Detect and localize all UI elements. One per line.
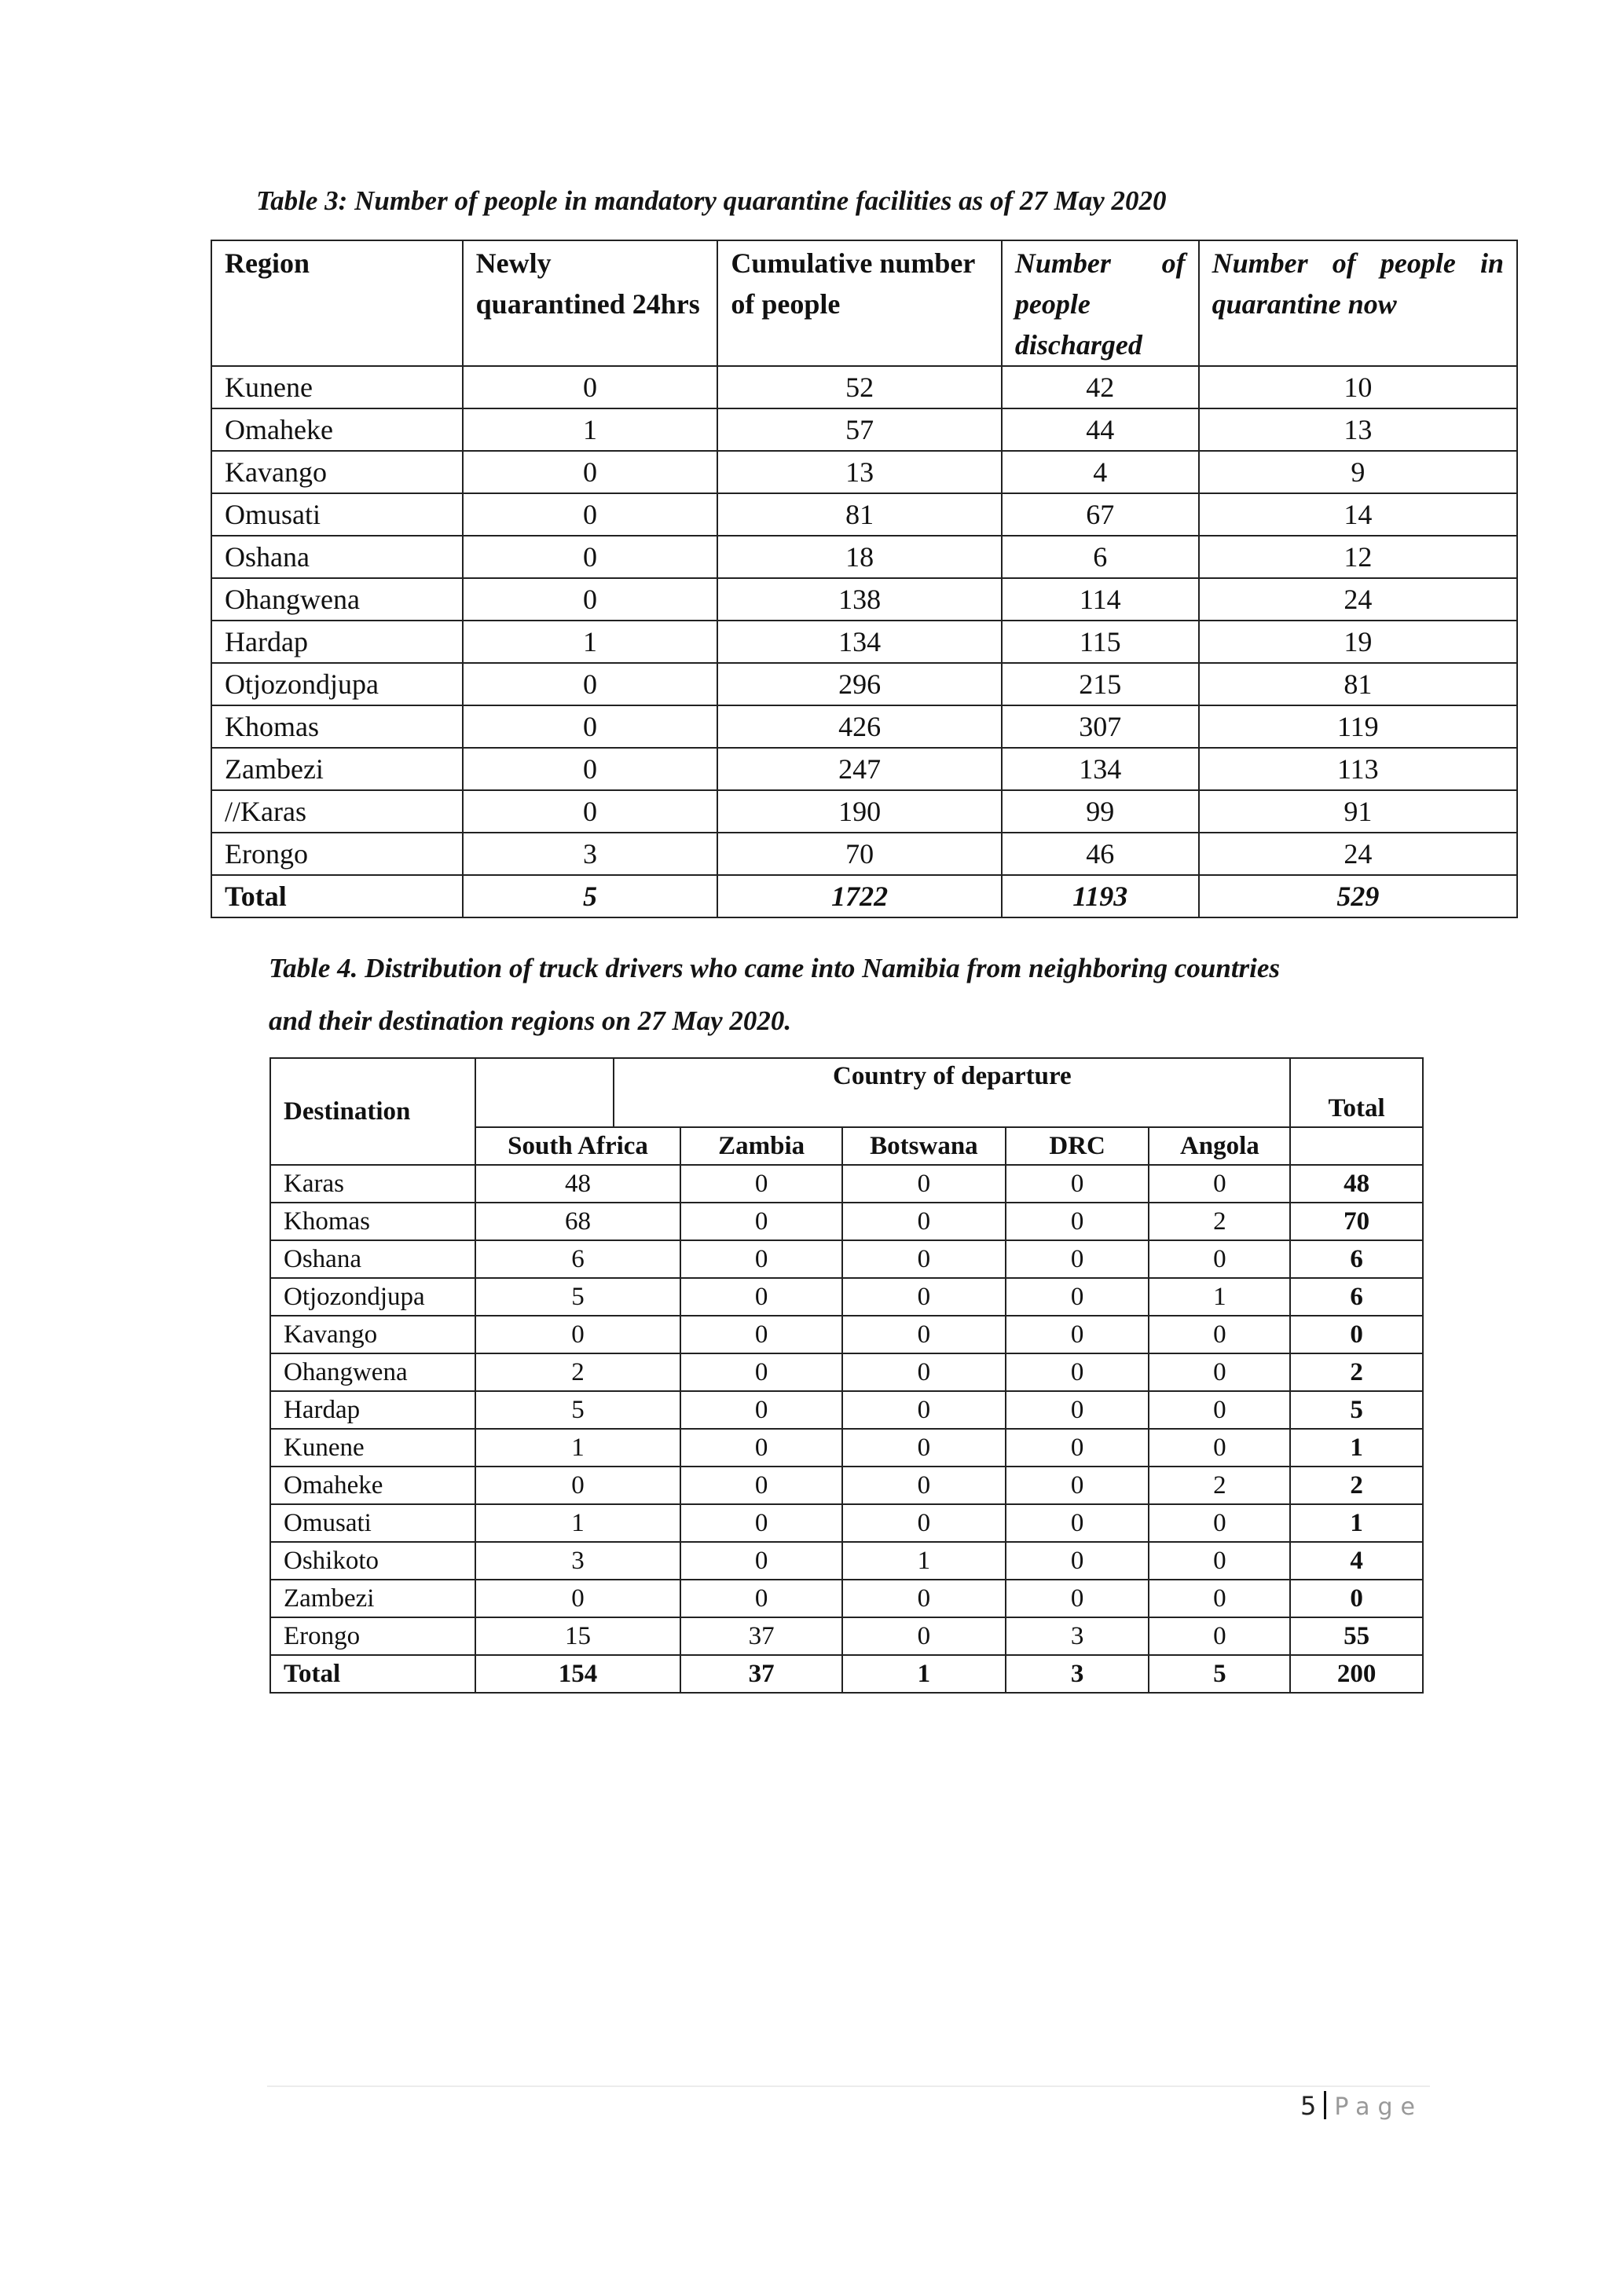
total-row — [270, 1655, 1423, 1693]
cell-total-now: 529 — [1199, 875, 1517, 917]
cell-drc: 0 — [1006, 1203, 1149, 1240]
cell-botswana: 0 — [842, 1580, 1006, 1617]
cell-total-zambia: 37 — [680, 1655, 842, 1693]
header-country-of-departure: Country of departure — [614, 1058, 1290, 1127]
cell-angola: 0 — [1149, 1504, 1290, 1542]
cell-total-newly: 5 — [463, 875, 718, 917]
table-row — [211, 748, 1517, 790]
cell-drc: 0 — [1006, 1391, 1149, 1429]
table-row — [211, 408, 1517, 451]
table-row — [211, 578, 1517, 621]
cell-botswana: 0 — [842, 1278, 1006, 1316]
footer-divider — [267, 2085, 1430, 2087]
cell-now: 91 — [1199, 790, 1517, 833]
cell-now: 24 — [1199, 833, 1517, 875]
table3-caption: Table 3: Number of people in mandatory quarantine facilities as of 27 May 2020 — [256, 185, 1167, 216]
cell-region: Kunene — [270, 1429, 475, 1467]
cell-drc: 3 — [1006, 1617, 1149, 1655]
total-row — [211, 875, 1517, 917]
cell-south-africa: 1 — [475, 1429, 680, 1467]
cell-south-africa: 68 — [475, 1203, 680, 1240]
cell-zambia: 0 — [680, 1542, 842, 1580]
cell-drc: 0 — [1006, 1542, 1149, 1580]
cell-now: 12 — [1199, 536, 1517, 578]
cell-botswana: 0 — [842, 1504, 1006, 1542]
cell-south-africa: 6 — [475, 1240, 680, 1278]
cell-grand-total: 200 — [1290, 1655, 1423, 1693]
table-row — [270, 1580, 1423, 1617]
table-row — [270, 1467, 1423, 1504]
cell-discharged: 215 — [1002, 663, 1199, 705]
quarantine-table — [211, 240, 1518, 918]
cell-discharged: 46 — [1002, 833, 1199, 875]
cell-row-total: 6 — [1290, 1240, 1423, 1278]
cell-cumulative: 81 — [717, 493, 1002, 536]
cell-cumulative: 138 — [717, 578, 1002, 621]
cell-region: Ohangwena — [270, 1353, 475, 1391]
cell-zambia: 0 — [680, 1278, 842, 1316]
cell-newly: 0 — [463, 536, 718, 578]
cell-drc: 0 — [1006, 1429, 1149, 1467]
cell-region: Oshana — [270, 1240, 475, 1278]
cell-now: 81 — [1199, 663, 1517, 705]
cell-row-total: 2 — [1290, 1353, 1423, 1391]
cell-region: Khomas — [211, 705, 463, 748]
table-row — [211, 536, 1517, 578]
cell-total-angola: 5 — [1149, 1655, 1290, 1693]
cell-drc: 0 — [1006, 1580, 1149, 1617]
cell-region: //Karas — [211, 790, 463, 833]
cell-angola: 0 — [1149, 1617, 1290, 1655]
header-angola: Angola — [1149, 1127, 1290, 1165]
cell-total-discharged: 1193 — [1002, 875, 1199, 917]
cell-cumulative: 426 — [717, 705, 1002, 748]
cell-total-label: Total — [270, 1655, 475, 1693]
cell-south-africa: 0 — [475, 1580, 680, 1617]
cell-botswana: 0 — [842, 1391, 1006, 1429]
cell-region: Omaheke — [211, 408, 463, 451]
cell-zambia: 37 — [680, 1617, 842, 1655]
cell-region: Kavango — [270, 1316, 475, 1353]
cell-newly: 0 — [463, 790, 718, 833]
cell-row-total: 0 — [1290, 1316, 1423, 1353]
cell-angola: 0 — [1149, 1391, 1290, 1429]
header-cumulative: Cumulative number of people — [717, 240, 1002, 366]
cell-angola: 0 — [1149, 1316, 1290, 1353]
table-row — [270, 1542, 1423, 1580]
cell-region: Oshana — [211, 536, 463, 578]
cell-cumulative: 247 — [717, 748, 1002, 790]
header-total-empty — [1290, 1127, 1423, 1165]
cell-newly: 0 — [463, 578, 718, 621]
table-row — [270, 1165, 1423, 1203]
header-total: Total — [1290, 1058, 1423, 1127]
table4-caption-line1: Table 4. Distribution of truck drivers who came into Namibia from neighboring countries — [269, 953, 1281, 983]
cell-botswana: 0 — [842, 1617, 1006, 1655]
cell-now: 14 — [1199, 493, 1517, 536]
cell-zambia: 0 — [680, 1240, 842, 1278]
cell-zambia: 0 — [680, 1165, 842, 1203]
cell-cumulative: 13 — [717, 451, 1002, 493]
cell-row-total: 70 — [1290, 1203, 1423, 1240]
table-row — [270, 1316, 1423, 1353]
table-row — [270, 1617, 1423, 1655]
header-empty-cell — [475, 1058, 614, 1127]
cell-region: Omusati — [270, 1504, 475, 1542]
table-row — [270, 1504, 1423, 1542]
header-region: Region — [211, 240, 463, 366]
cell-region: Oshikoto — [270, 1542, 475, 1580]
table-row — [211, 451, 1517, 493]
cell-now: 113 — [1199, 748, 1517, 790]
cell-now: 9 — [1199, 451, 1517, 493]
table-row — [211, 621, 1517, 663]
page-number: 5 — [1300, 2091, 1317, 2121]
cell-row-total: 4 — [1290, 1542, 1423, 1580]
table-row — [270, 1240, 1423, 1278]
cell-botswana: 0 — [842, 1240, 1006, 1278]
cell-discharged: 134 — [1002, 748, 1199, 790]
cell-angola: 0 — [1149, 1542, 1290, 1580]
cell-angola: 1 — [1149, 1278, 1290, 1316]
table-row — [211, 833, 1517, 875]
cell-angola: 0 — [1149, 1429, 1290, 1467]
cell-south-africa: 5 — [475, 1278, 680, 1316]
cell-south-africa: 2 — [475, 1353, 680, 1391]
cell-botswana: 0 — [842, 1203, 1006, 1240]
header-in-quarantine-now: Number of people in quarantine now — [1199, 240, 1517, 366]
cell-newly: 1 — [463, 408, 718, 451]
cell-south-africa: 5 — [475, 1391, 680, 1429]
cell-total-botswana: 1 — [842, 1655, 1006, 1693]
cell-total-south-africa: 154 — [475, 1655, 680, 1693]
table-row — [270, 1429, 1423, 1467]
cell-discharged: 67 — [1002, 493, 1199, 536]
cell-zambia: 0 — [680, 1429, 842, 1467]
header-newly-quarantined — [463, 240, 718, 366]
cell-drc: 0 — [1006, 1240, 1149, 1278]
cell-zambia: 0 — [680, 1580, 842, 1617]
cell-drc: 0 — [1006, 1278, 1149, 1316]
cell-region: Erongo — [270, 1617, 475, 1655]
cell-region: Omaheke — [270, 1467, 475, 1504]
cell-botswana: 0 — [842, 1165, 1006, 1203]
cell-botswana: 0 — [842, 1429, 1006, 1467]
cell-region: Erongo — [211, 833, 463, 875]
cell-drc: 0 — [1006, 1316, 1149, 1353]
cell-angola: 2 — [1149, 1467, 1290, 1504]
cell-angola: 0 — [1149, 1580, 1290, 1617]
cell-newly: 0 — [463, 493, 718, 536]
cell-now: 10 — [1199, 366, 1517, 408]
cell-discharged: 99 — [1002, 790, 1199, 833]
cell-zambia: 0 — [680, 1353, 842, 1391]
table4-caption-line2: and their destination regions on 27 May 2020. — [269, 1005, 792, 1036]
cell-row-total: 1 — [1290, 1429, 1423, 1467]
header-south-africa: South Africa — [475, 1127, 680, 1165]
cell-cumulative: 134 — [717, 621, 1002, 663]
table-header-row — [270, 1058, 1423, 1127]
page-label: Page — [1334, 2093, 1423, 2121]
cell-botswana: 0 — [842, 1353, 1006, 1391]
cell-angola: 0 — [1149, 1165, 1290, 1203]
cell-newly: 0 — [463, 451, 718, 493]
cell-south-africa: 0 — [475, 1467, 680, 1504]
header-zambia: Zambia — [680, 1127, 842, 1165]
table-row — [211, 366, 1517, 408]
cell-south-africa: 1 — [475, 1504, 680, 1542]
cell-cumulative: 18 — [717, 536, 1002, 578]
cell-region: Otjozondjupa — [211, 663, 463, 705]
cell-angola: 0 — [1149, 1240, 1290, 1278]
cell-south-africa: 3 — [475, 1542, 680, 1580]
table-row — [270, 1353, 1423, 1391]
cell-discharged: 114 — [1002, 578, 1199, 621]
cell-botswana: 0 — [842, 1316, 1006, 1353]
cell-zambia: 0 — [680, 1203, 842, 1240]
table-row — [211, 790, 1517, 833]
cell-south-africa: 48 — [475, 1165, 680, 1203]
header-destination: Destination — [270, 1058, 475, 1165]
cell-row-total: 55 — [1290, 1617, 1423, 1655]
cell-total-cumulative: 1722 — [717, 875, 1002, 917]
cell-region: Zambezi — [270, 1580, 475, 1617]
table-row — [211, 663, 1517, 705]
header-drc: DRC — [1006, 1127, 1149, 1165]
cell-newly: 0 — [463, 366, 718, 408]
cell-row-total: 48 — [1290, 1165, 1423, 1203]
cell-newly: 1 — [463, 621, 718, 663]
cell-region: Hardap — [211, 621, 463, 663]
table-row — [270, 1203, 1423, 1240]
table-row — [211, 705, 1517, 748]
cell-discharged: 42 — [1002, 366, 1199, 408]
cell-row-total: 5 — [1290, 1391, 1423, 1429]
cell-newly: 3 — [463, 833, 718, 875]
cell-row-total: 2 — [1290, 1467, 1423, 1504]
table-row — [211, 493, 1517, 536]
cell-region: Omusati — [211, 493, 463, 536]
cell-newly: 0 — [463, 663, 718, 705]
cell-region: Karas — [270, 1165, 475, 1203]
cell-botswana: 0 — [842, 1467, 1006, 1504]
cell-total-drc: 3 — [1006, 1655, 1149, 1693]
cell-row-total: 6 — [1290, 1278, 1423, 1316]
header-discharged: Number of people discharged — [1002, 240, 1199, 366]
cell-drc: 0 — [1006, 1504, 1149, 1542]
cell-cumulative: 296 — [717, 663, 1002, 705]
cell-discharged: 115 — [1002, 621, 1199, 663]
cell-newly: 0 — [463, 705, 718, 748]
header-botswana: Botswana — [842, 1127, 1006, 1165]
cell-now: 13 — [1199, 408, 1517, 451]
cell-region: Kavango — [211, 451, 463, 493]
cell-newly: 0 — [463, 748, 718, 790]
cell-region: Hardap — [270, 1391, 475, 1429]
cell-botswana: 1 — [842, 1542, 1006, 1580]
header-label: Newly quarantined 24hrs — [475, 247, 700, 320]
table-row — [270, 1391, 1423, 1429]
cell-zambia: 0 — [680, 1316, 842, 1353]
cell-south-africa: 15 — [475, 1617, 680, 1655]
cell-discharged: 4 — [1002, 451, 1199, 493]
cell-region: Otjozondjupa — [270, 1278, 475, 1316]
table-row — [270, 1278, 1423, 1316]
cell-zambia: 0 — [680, 1467, 842, 1504]
truck-drivers-table — [269, 1057, 1424, 1694]
cell-zambia: 0 — [680, 1391, 842, 1429]
page-footer — [1300, 2091, 1423, 2121]
cell-zambia: 0 — [680, 1504, 842, 1542]
cell-cumulative: 52 — [717, 366, 1002, 408]
cell-row-total: 0 — [1290, 1580, 1423, 1617]
cell-drc: 0 — [1006, 1467, 1149, 1504]
cell-discharged: 6 — [1002, 536, 1199, 578]
cell-total-label: Total — [211, 875, 463, 917]
page-separator — [1324, 2091, 1326, 2119]
cell-region: Khomas — [270, 1203, 475, 1240]
cell-cumulative: 190 — [717, 790, 1002, 833]
cell-cumulative: 57 — [717, 408, 1002, 451]
cell-region: Kunene — [211, 366, 463, 408]
cell-region: Ohangwena — [211, 578, 463, 621]
cell-now: 119 — [1199, 705, 1517, 748]
cell-region: Zambezi — [211, 748, 463, 790]
cell-now: 24 — [1199, 578, 1517, 621]
cell-cumulative: 70 — [717, 833, 1002, 875]
cell-angola: 0 — [1149, 1353, 1290, 1391]
cell-south-africa: 0 — [475, 1316, 680, 1353]
table-header-row — [211, 240, 1517, 366]
cell-drc: 0 — [1006, 1353, 1149, 1391]
cell-drc: 0 — [1006, 1165, 1149, 1203]
cell-angola: 2 — [1149, 1203, 1290, 1240]
cell-discharged: 307 — [1002, 705, 1199, 748]
cell-now: 19 — [1199, 621, 1517, 663]
cell-row-total: 1 — [1290, 1504, 1423, 1542]
cell-discharged: 44 — [1002, 408, 1199, 451]
